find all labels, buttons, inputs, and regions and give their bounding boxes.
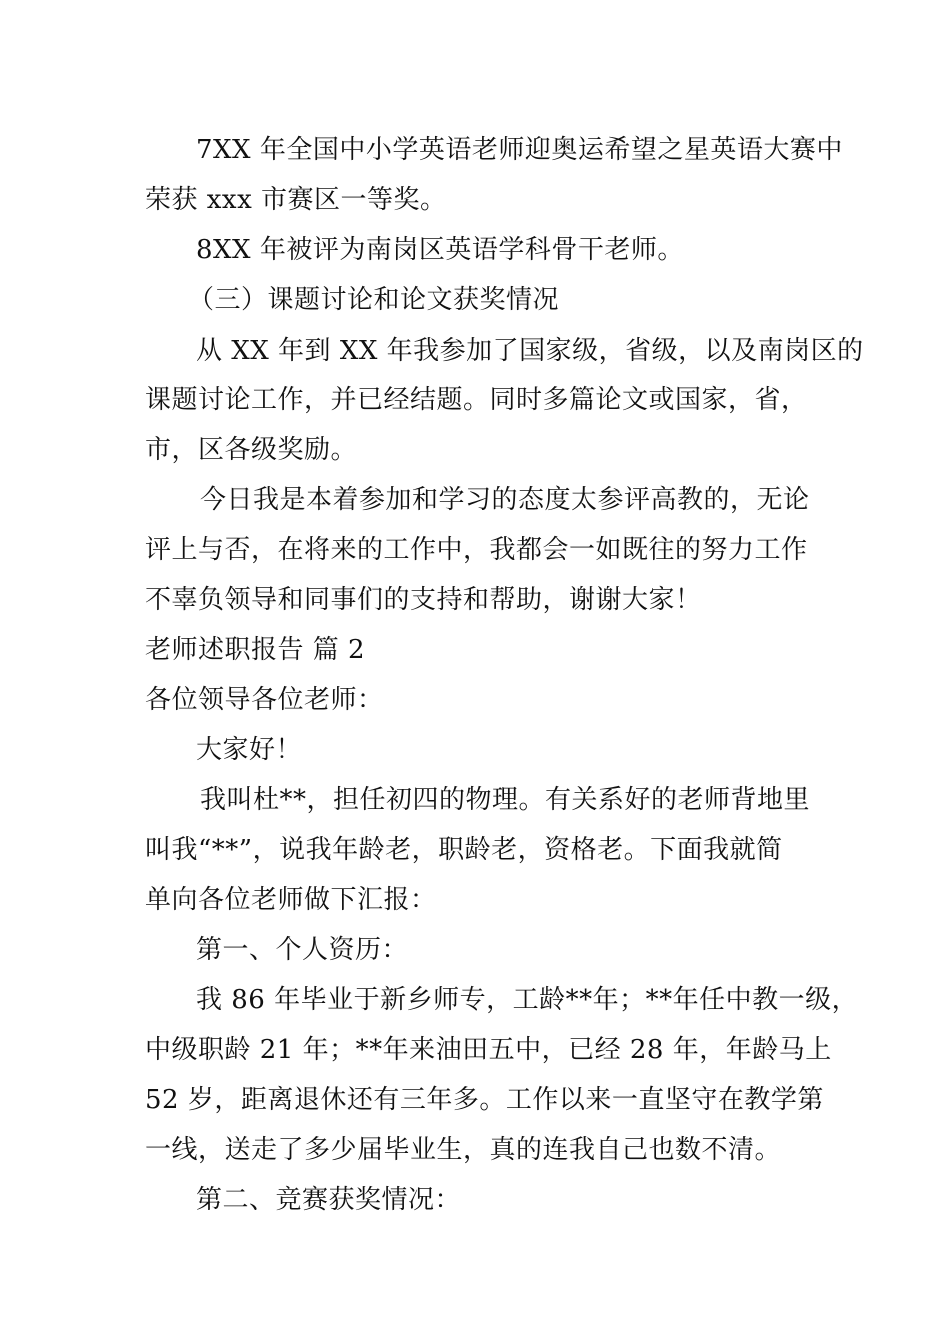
paragraph-line: 课题讨论工作，并已经结题。同时多篇论文或国家，省， <box>145 385 808 415</box>
paragraph-line: 不辜负领导和同事们的支持和帮助，谢谢大家！ <box>145 585 702 615</box>
section-heading: （三）课题讨论和论文获奖情况 <box>188 285 560 315</box>
paragraph-line: 一线，送走了多少届毕业生，真的连我自己也数不清。 <box>145 1135 782 1165</box>
paragraph-line: 今日我是本着参加和学习的态度太参评高教的，无论 <box>200 485 810 515</box>
salutation: 各位领导各位老师： <box>145 685 384 715</box>
paragraph-line: 8XX 年被评为南岗区英语学科骨干老师。 <box>196 235 684 265</box>
paragraph-line: 单向各位老师做下汇报： <box>145 885 437 915</box>
paragraph-line: 从 XX 年到 XX 年我参加了国家级，省级，以及南岗区的 <box>196 336 864 366</box>
document-title: 老师述职报告 篇 2 <box>145 635 366 665</box>
paragraph-line: 叫我“**”，说我年龄老，职龄老，资格老。下面我就简 <box>145 835 783 865</box>
paragraph-line: 市，区各级奖励。 <box>145 435 358 465</box>
paragraph-line: 我 86 年毕业于新乡师专，工龄**年；**年任中教一级， <box>196 985 859 1015</box>
greeting: 大家好！ <box>196 735 303 765</box>
paragraph-line: 荣获 xxx 市赛区一等奖。 <box>145 185 447 215</box>
paragraph-line: 52 岁，距离退休还有三年多。工作以来一直坚守在教学第 <box>145 1085 824 1115</box>
paragraph-line: 中级职龄 21 年；**年来油田五中，已经 28 年，年龄马上 <box>145 1035 832 1065</box>
section-heading: 第一、个人资历： <box>196 935 409 965</box>
paragraph-line: 7XX 年全国中小学英语老师迎奥运希望之星英语大赛中 <box>196 135 843 165</box>
paragraph-line: 我叫杜**，担任初四的物理。有关系好的老师背地里 <box>200 785 811 815</box>
paragraph-line: 评上与否，在将来的工作中，我都会一如既往的努力工作 <box>145 535 808 565</box>
section-heading: 第二、竞赛获奖情况： <box>196 1185 462 1215</box>
